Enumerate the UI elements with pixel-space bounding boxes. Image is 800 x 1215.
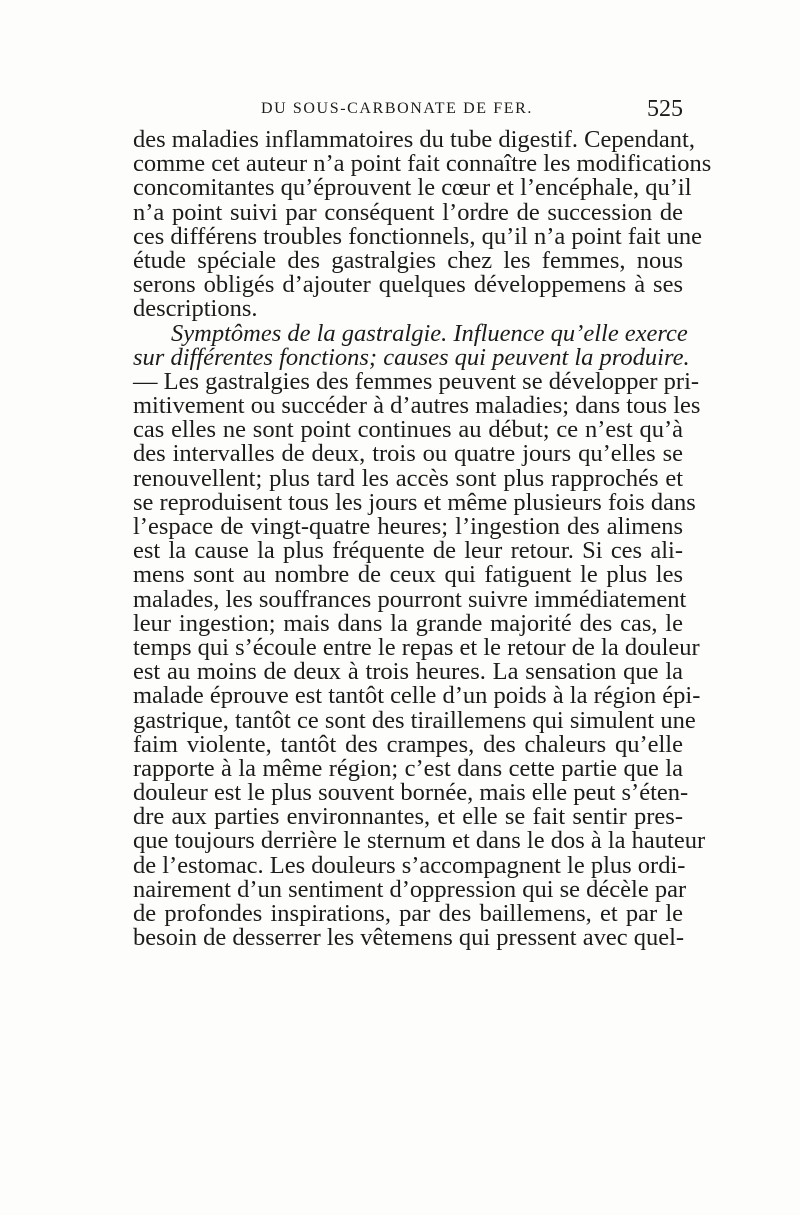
- text-line: que toujours derrière le sternum et dans le dos à la hauteur: [133, 827, 706, 855]
- text-line: des intervalles de deux, trois ou quatre jours qu’elles se: [133, 440, 683, 468]
- text-line: besoin de desserrer les vêtemens qui pressent avec quel-: [133, 924, 685, 952]
- text-line: rapporte à la même région; c’est dans cette partie que la: [133, 754, 683, 782]
- text-line: de profondes inspirations, par des baillemens, et par le: [133, 900, 683, 927]
- text-line: nairement d’un sentiment d’oppression qui se décèle par: [133, 875, 687, 903]
- running-head: [133, 96, 683, 126]
- text-line: malade éprouve est tantôt celle d’un poids à la région épi-: [133, 682, 701, 710]
- text-line: malades, les souffrances pourront suivre immédiatement: [133, 585, 687, 613]
- text-line: — Les gastralgies des femmes peuvent se développer pri-: [133, 367, 700, 395]
- page-number: 525: [647, 96, 683, 122]
- text-line: n’a point suivi par conséquent l’ordre de succession de: [133, 198, 683, 226]
- text-line: mitivement ou succéder à d’autres maladies; dans tous les: [133, 392, 701, 420]
- text-line: mens sont au nombre de ceux qui fatiguent le plus les: [133, 561, 683, 589]
- text-line: renouvellent; plus tard les accès sont plus rapprochés et: [133, 464, 683, 492]
- section-heading-line: sur différentes fonctions; causes qui peuvent la produire.: [133, 343, 690, 371]
- text-line: cas elles ne sont point continues au début; ce n’est qu’à: [133, 416, 683, 444]
- text-line: étude spéciale des gastralgies chez les femmes, nous: [133, 246, 683, 274]
- text-line: dre aux parties environnantes, et elle se fait sentir pres-: [133, 803, 683, 831]
- text-line: serons obligés d’ajouter quelques développemens à ses: [133, 271, 683, 299]
- text-line: leur ingestion; mais dans la grande majorité des cas, le: [133, 609, 683, 637]
- text-line: se reproduisent tous les jours et même plusieurs fois dans: [133, 488, 696, 516]
- text-line: est au moins de deux à trois heures. La sensation que la: [133, 658, 683, 686]
- text-line: l’espace de vingt-quatre heures; l’ingestion des alimens: [133, 513, 683, 540]
- running-title: DU SOUS-CARBONATE DE FER.: [261, 100, 534, 117]
- text-line: gastrique, tantôt ce sont des tiraillemens qui simulent une: [133, 706, 696, 734]
- text-line: concomitantes qu’éprouvent le cœur et l’encéphale, qu’il: [133, 174, 692, 202]
- text-line: est la cause la plus fréquente de leur retour. Si ces ali-: [133, 537, 683, 565]
- text-line: ces différens troubles fonctionnels, qu’il n’a point fait une: [133, 222, 703, 250]
- text-line: faim violente, tantôt des crampes, des chaleurs qu’elle: [133, 730, 683, 758]
- section-heading-line: Symptômes de la gastralgie. Influence qu’elle exerce: [171, 319, 688, 347]
- text-line: temps qui s’écoule entre le repas et le retour de la douleur: [133, 633, 700, 661]
- text-line: douleur est le plus souvent bornée, mais elle peut s’éten-: [133, 779, 689, 807]
- text-line: descriptions.: [133, 295, 258, 323]
- text-line: de l’estomac. Les douleurs s’accompagnent le plus ordi-: [133, 851, 686, 879]
- text-line: des maladies inflammatoires du tube digestif. Cependant,: [133, 126, 695, 153]
- text-line: comme cet auteur n’a point fait connaître les modifications: [133, 150, 712, 178]
- body-text: [133, 126, 712, 952]
